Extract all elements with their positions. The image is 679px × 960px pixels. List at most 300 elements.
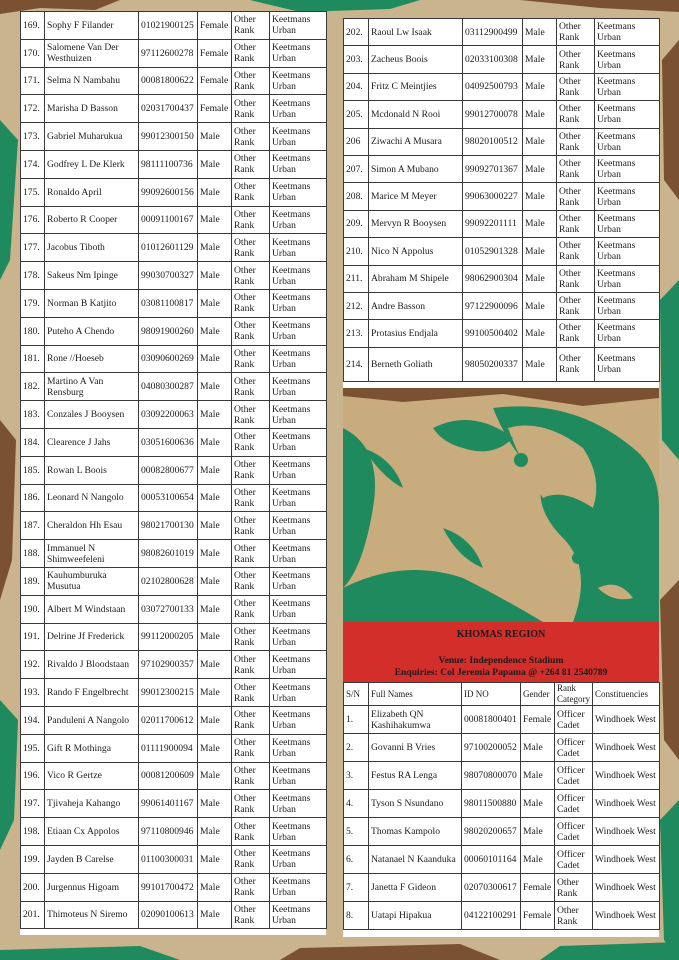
cell-full-name: Janetta F Gideon (369, 874, 462, 902)
cell-rank: Other Rank (232, 317, 270, 345)
cell-gender: Male (198, 484, 232, 512)
cell-full-name: Thimoteus N Siremo (45, 901, 139, 929)
cell-gender: Male (198, 456, 232, 484)
cell-constituency: Keetmans Urban (595, 265, 660, 292)
cell-gender: Male (198, 345, 232, 373)
cell-constituency: Keetmans Urban (595, 292, 660, 319)
cell-gender: Male (521, 762, 555, 790)
cell-gender: Male (198, 540, 232, 568)
cell-sn: 173. (21, 123, 45, 151)
cell-id-no: 99092701367 (463, 155, 523, 182)
cell-rank: Other Rank (232, 456, 270, 484)
cell-rank: Other Rank (557, 238, 595, 265)
table-header-row (344, 683, 660, 706)
cell-sn: 6. (344, 846, 369, 874)
cell-constituency: Keetmans Urban (270, 262, 327, 290)
cell-sn: 211. (344, 265, 369, 292)
cell-id-no: 04092500793 (463, 73, 523, 100)
cell-id-no: 00081800401 (462, 706, 521, 734)
cell-sn: 7. (344, 874, 369, 902)
cell-id-no: 99112000205 (139, 623, 198, 651)
cell-gender: Male (198, 734, 232, 762)
cell-gender: Male (521, 818, 555, 846)
cell-id-no: 97100200052 (462, 734, 521, 762)
cell-full-name: Rowan L Boois (45, 456, 139, 484)
cell-sn: 181. (21, 345, 45, 373)
army-emblem-artwork (343, 388, 659, 622)
table-row (21, 317, 327, 345)
cell-sn: 178. (21, 262, 45, 290)
cell-constituency: Keetmans Urban (270, 845, 327, 873)
cell-full-name: Selma N Nambahu (45, 67, 139, 95)
cell-gender: Male (198, 818, 232, 846)
table-row (344, 818, 660, 846)
cell-constituency: Keetmans Urban (595, 46, 660, 73)
cell-id-no: 98011500880 (462, 790, 521, 818)
cell-id-no: 99030700327 (139, 262, 198, 290)
cell-sn: 2. (344, 734, 369, 762)
cell-rank: Other Rank (232, 706, 270, 734)
cell-gender: Male (523, 46, 557, 73)
cell-constituency: Windhoek West (593, 874, 660, 902)
cell-gender: Female (521, 706, 555, 734)
cell-constituency: Keetmans Urban (595, 19, 660, 46)
cell-constituency: Keetmans Urban (270, 651, 327, 679)
cell-id-no: 97102900357 (139, 651, 198, 679)
cell-constituency: Keetmans Urban (270, 39, 327, 67)
table-row (21, 512, 327, 540)
cell-constituency: Keetmans Urban (270, 901, 327, 929)
cell-rank: Other Rank (557, 19, 595, 46)
cell-id-no: 99012700078 (463, 101, 523, 128)
cell-full-name: Sakeus Nm Ipinge (45, 262, 139, 290)
cell-sn: 169. (21, 12, 45, 40)
header-full-names: Full Names (369, 683, 462, 706)
cell-sn: 186. (21, 484, 45, 512)
cell-rank: Other Rank (232, 623, 270, 651)
cell-full-name: Immanuel N Shimweefeleni (45, 540, 139, 568)
table-row (21, 818, 327, 846)
cell-constituency: Keetmans Urban (270, 428, 327, 456)
cell-full-name: Ziwachi A Musara (369, 128, 463, 155)
cell-full-name: Berneth Goliath (369, 347, 463, 381)
cell-id-no: 98020100512 (463, 128, 523, 155)
cell-constituency: Windhoek West (593, 902, 660, 930)
cell-full-name: Uatapi Hipakua (369, 902, 462, 930)
cell-id-no: 99101700472 (139, 873, 198, 901)
cell-rank: Other Rank (557, 292, 595, 319)
cell-id-no: 03112900499 (463, 19, 523, 46)
cell-gender: Male (198, 206, 232, 234)
table-row (21, 401, 327, 429)
cell-full-name: Festus RA Lenga (369, 762, 462, 790)
cell-full-name: Tyson S Nsundano (369, 790, 462, 818)
table-row (21, 428, 327, 456)
cell-rank: Officer Cadet (555, 790, 593, 818)
table-row (21, 762, 327, 790)
cell-full-name: Abraham M Shipele (369, 265, 463, 292)
cell-gender: Male (198, 762, 232, 790)
roster-table-right (343, 18, 660, 382)
header-id-no: ID NO (462, 683, 521, 706)
cell-full-name: Godfrey L De Klerk (45, 150, 139, 178)
table-row (344, 292, 660, 319)
cell-constituency: Keetmans Urban (595, 155, 660, 182)
cell-full-name: Rando F Engelbrecht (45, 679, 139, 707)
cell-sn: 202. (344, 19, 369, 46)
cell-gender: Female (198, 95, 232, 123)
cell-rank: Other Rank (557, 46, 595, 73)
cell-full-name: Vico R Gertze (45, 762, 139, 790)
table-row (344, 155, 660, 182)
cell-full-name: Salomene Van Der Westhuizen (45, 39, 139, 67)
cell-rank: Other Rank (232, 150, 270, 178)
table-row (21, 595, 327, 623)
cell-rank: Other Rank (232, 540, 270, 568)
cell-gender: Male (198, 150, 232, 178)
cell-sn: 193. (21, 679, 45, 707)
cell-rank: Other Rank (232, 790, 270, 818)
cell-gender: Male (198, 262, 232, 290)
cell-constituency: Windhoek West (593, 818, 660, 846)
cell-gender: Male (198, 595, 232, 623)
cell-full-name: Fritz C Meintjies (369, 73, 463, 100)
cell-constituency: Keetmans Urban (270, 762, 327, 790)
cell-id-no: 98070800070 (462, 762, 521, 790)
table-row (21, 373, 327, 401)
cell-sn: 176. (21, 206, 45, 234)
cell-id-no: 01111900094 (139, 734, 198, 762)
table-row (21, 123, 327, 151)
table-row (344, 320, 660, 347)
cell-id-no: 97112600278 (139, 39, 198, 67)
cell-constituency: Keetmans Urban (270, 790, 327, 818)
cell-constituency: Windhoek West (593, 790, 660, 818)
left-table-panel (20, 11, 326, 935)
cell-full-name: Nico N Appolus (369, 238, 463, 265)
cell-id-no: 98091900260 (139, 317, 198, 345)
cell-constituency: Windhoek West (593, 762, 660, 790)
table-row (21, 623, 327, 651)
cell-gender: Male (198, 706, 232, 734)
cell-id-no: 02070300617 (462, 874, 521, 902)
cell-sn: 197. (21, 790, 45, 818)
cell-rank: Other Rank (555, 902, 593, 930)
cell-sn: 203. (344, 46, 369, 73)
cell-rank: Officer Cadet (555, 706, 593, 734)
cell-sn: 204. (344, 73, 369, 100)
cell-sn: 184. (21, 428, 45, 456)
cell-full-name: Roberto R Cooper (45, 206, 139, 234)
cell-rank: Other Rank (232, 567, 270, 595)
cell-rank: Other Rank (232, 12, 270, 40)
cell-sn: 192. (21, 651, 45, 679)
cell-sn: 180. (21, 317, 45, 345)
table-row (21, 651, 327, 679)
header-gender: Gender (521, 683, 555, 706)
cell-rank: Other Rank (232, 373, 270, 401)
cell-full-name: Protasius Endjala (369, 320, 463, 347)
cell-rank: Other Rank (232, 206, 270, 234)
venue-text: Venue: Independence Stadium (438, 655, 564, 666)
cell-gender: Male (523, 101, 557, 128)
cell-sn: 213. (344, 320, 369, 347)
cell-sn: 172. (21, 95, 45, 123)
table-row (21, 484, 327, 512)
cell-gender: Male (198, 845, 232, 873)
cell-rank: Other Rank (557, 210, 595, 237)
cell-rank: Other Rank (232, 595, 270, 623)
table-row (21, 12, 327, 40)
cell-id-no: 02033100308 (463, 46, 523, 73)
cell-full-name: Sophy F Filander (45, 12, 139, 40)
cell-sn: 212. (344, 292, 369, 319)
cell-sn: 174. (21, 150, 45, 178)
cell-full-name: Thomas Kampolo (369, 818, 462, 846)
cell-sn: 214. (344, 347, 369, 381)
cell-rank: Other Rank (557, 155, 595, 182)
table-row (344, 265, 660, 292)
cell-sn: 210. (344, 238, 369, 265)
cell-sn: 182. (21, 373, 45, 401)
cell-full-name: Gift R Mothinga (45, 734, 139, 762)
cell-constituency: Keetmans Urban (270, 873, 327, 901)
cell-id-no: 02090100613 (139, 901, 198, 929)
cell-id-no: 98082601019 (139, 540, 198, 568)
cell-id-no: 99092600156 (139, 178, 198, 206)
header-constituencies: Constituencies (593, 683, 660, 706)
cell-constituency: Keetmans Urban (270, 401, 327, 429)
cell-gender: Male (523, 183, 557, 210)
cell-full-name: Simon A Mubano (369, 155, 463, 182)
cell-full-name: Martino A Van Rensburg (45, 373, 139, 401)
cell-rank: Other Rank (555, 874, 593, 902)
cell-constituency: Keetmans Urban (270, 150, 327, 178)
cell-constituency: Keetmans Urban (595, 320, 660, 347)
header-rank-category: Rank Category (555, 683, 593, 706)
cell-id-no: 03090600269 (139, 345, 198, 373)
cell-sn: 196. (21, 762, 45, 790)
cell-sn: 170. (21, 39, 45, 67)
cell-rank: Other Rank (232, 123, 270, 151)
cell-full-name: Marice M Meyer (369, 183, 463, 210)
cell-rank: Other Rank (232, 401, 270, 429)
cell-rank: Officer Cadet (555, 818, 593, 846)
table-row (344, 46, 660, 73)
cell-sn: 179. (21, 289, 45, 317)
cell-rank: Other Rank (232, 873, 270, 901)
cell-full-name: Panduleni A Nangolo (45, 706, 139, 734)
cell-constituency: Keetmans Urban (270, 595, 327, 623)
table-row (344, 846, 660, 874)
cell-constituency: Keetmans Urban (595, 347, 660, 381)
cell-sn: 198. (21, 818, 45, 846)
cell-rank: Other Rank (232, 901, 270, 929)
cell-gender: Male (523, 347, 557, 381)
cell-full-name: Marisha D Basson (45, 95, 139, 123)
cell-constituency: Keetmans Urban (270, 345, 327, 373)
cell-constituency: Keetmans Urban (595, 73, 660, 100)
cell-gender: Male (198, 679, 232, 707)
cell-full-name: Cheraldon Hh Esau (45, 512, 139, 540)
cell-constituency: Windhoek West (593, 734, 660, 762)
table-row (21, 567, 327, 595)
cell-full-name: Govanni B Vries (369, 734, 462, 762)
cell-id-no: 98021700130 (139, 512, 198, 540)
cell-gender: Male (198, 901, 232, 929)
cell-rank: Other Rank (232, 234, 270, 262)
table-row (21, 901, 327, 929)
table-row (21, 679, 327, 707)
cell-full-name: Kauhumburuka Musutua (45, 567, 139, 595)
cell-id-no: 00060101164 (462, 846, 521, 874)
table-row (344, 902, 660, 930)
cell-id-no: 98050200337 (463, 347, 523, 381)
table-row (344, 128, 660, 155)
cell-id-no: 99012300215 (139, 679, 198, 707)
cell-id-no: 98111100736 (139, 150, 198, 178)
cell-gender: Male (523, 238, 557, 265)
table-row (21, 706, 327, 734)
cell-id-no: 97110800946 (139, 818, 198, 846)
cell-constituency: Keetmans Urban (270, 456, 327, 484)
cell-sn: 200. (21, 873, 45, 901)
cell-id-no: 98062900304 (463, 265, 523, 292)
cell-gender: Male (198, 623, 232, 651)
cell-rank: Other Rank (232, 651, 270, 679)
table-row (21, 734, 327, 762)
cell-gender: Male (523, 292, 557, 319)
cell-rank: Other Rank (232, 512, 270, 540)
cell-full-name: Rone //Hoeseb (45, 345, 139, 373)
cell-full-name: Puteho A Chendo (45, 317, 139, 345)
cell-gender: Male (198, 790, 232, 818)
cell-rank: Other Rank (232, 289, 270, 317)
cell-full-name: Mcdonald N Rooi (369, 101, 463, 128)
cell-id-no: 01021900125 (139, 12, 198, 40)
cell-gender: Male (523, 320, 557, 347)
cell-constituency: Keetmans Urban (595, 183, 660, 210)
cell-id-no: 00082800677 (139, 456, 198, 484)
cell-gender: Female (521, 902, 555, 930)
cell-sn: 1. (344, 706, 369, 734)
cell-id-no: 00081800622 (139, 67, 198, 95)
cell-rank: Other Rank (557, 347, 595, 381)
cell-sn: 4. (344, 790, 369, 818)
cell-gender: Female (198, 39, 232, 67)
cell-constituency: Keetmans Urban (270, 512, 327, 540)
cell-id-no: 00053100654 (139, 484, 198, 512)
cell-gender: Male (521, 846, 555, 874)
cell-sn: 183. (21, 401, 45, 429)
cell-id-no: 04080300287 (139, 373, 198, 401)
cell-id-no: 03072700133 (139, 595, 198, 623)
cell-gender: Male (198, 373, 232, 401)
table-row (344, 73, 660, 100)
cell-sn: 177. (21, 234, 45, 262)
cell-rank: Other Rank (232, 345, 270, 373)
cell-constituency: Keetmans Urban (270, 12, 327, 40)
cell-sn: 3. (344, 762, 369, 790)
table-row (21, 67, 327, 95)
table-row (21, 95, 327, 123)
cell-id-no: 02011700612 (139, 706, 198, 734)
cell-id-no: 99063000227 (463, 183, 523, 210)
cell-sn: 207. (344, 155, 369, 182)
table-row (21, 234, 327, 262)
cell-rank: Other Rank (232, 679, 270, 707)
cell-constituency: Keetmans Urban (270, 67, 327, 95)
table-row (21, 178, 327, 206)
cell-constituency: Keetmans Urban (270, 234, 327, 262)
cell-id-no: 03081100817 (139, 289, 198, 317)
cell-full-name: Elizabeth QN Kashihakumwa (369, 706, 462, 734)
cell-constituency: Keetmans Urban (270, 540, 327, 568)
cell-constituency: Keetmans Urban (270, 178, 327, 206)
cell-full-name: Tjivaheja Kahango (45, 790, 139, 818)
cell-rank: Other Rank (232, 39, 270, 67)
cell-constituency: Keetmans Urban (270, 818, 327, 846)
cell-full-name: Norman B Katjito (45, 289, 139, 317)
cell-id-no: 99061401167 (139, 790, 198, 818)
roster-table-left (20, 11, 327, 929)
cell-gender: Male (198, 289, 232, 317)
cell-gender: Male (198, 401, 232, 429)
cell-sn: 8. (344, 902, 369, 930)
table-row (21, 289, 327, 317)
table-row (344, 19, 660, 46)
cell-sn: 175. (21, 178, 45, 206)
cell-gender: Female (198, 67, 232, 95)
cell-id-no: 00081200609 (139, 762, 198, 790)
cell-full-name: Delrine Jf Frederick (45, 623, 139, 651)
table-row (21, 873, 327, 901)
cell-full-name: Jacobus Tiboth (45, 234, 139, 262)
cell-gender: Male (521, 790, 555, 818)
cell-constituency: Windhoek West (593, 846, 660, 874)
cell-sn: 195. (21, 734, 45, 762)
cell-rank: Other Rank (557, 128, 595, 155)
khomas-table-panel (343, 682, 659, 937)
table-row (344, 347, 660, 381)
cell-gender: Male (523, 155, 557, 182)
cell-full-name: Jurgennus Higoam (45, 873, 139, 901)
table-row (21, 39, 327, 67)
cell-sn: 171. (21, 67, 45, 95)
cell-rank: Other Rank (232, 178, 270, 206)
cell-rank: Officer Cadet (555, 734, 593, 762)
table-row (21, 845, 327, 873)
cell-constituency: Keetmans Urban (595, 238, 660, 265)
cell-rank: Other Rank (232, 845, 270, 873)
enquiries-text: Enquiries: Col Jeremia Papama @ +264 81 2540789 (394, 667, 608, 678)
cell-gender: Female (198, 12, 232, 40)
table-row (21, 540, 327, 568)
cell-constituency: Keetmans Urban (270, 734, 327, 762)
cell-sn: 185. (21, 456, 45, 484)
cell-gender: Male (198, 873, 232, 901)
cell-sn: 208. (344, 183, 369, 210)
table-row (344, 790, 660, 818)
cell-sn: 191. (21, 623, 45, 651)
cell-constituency: Keetmans Urban (595, 128, 660, 155)
cell-rank: Other Rank (232, 262, 270, 290)
cell-constituency: Keetmans Urban (270, 484, 327, 512)
cell-id-no: 99092201111 (463, 210, 523, 237)
cell-gender: Male (523, 128, 557, 155)
cell-id-no: 03092200063 (139, 401, 198, 429)
cell-id-no: 04122100291 (462, 902, 521, 930)
